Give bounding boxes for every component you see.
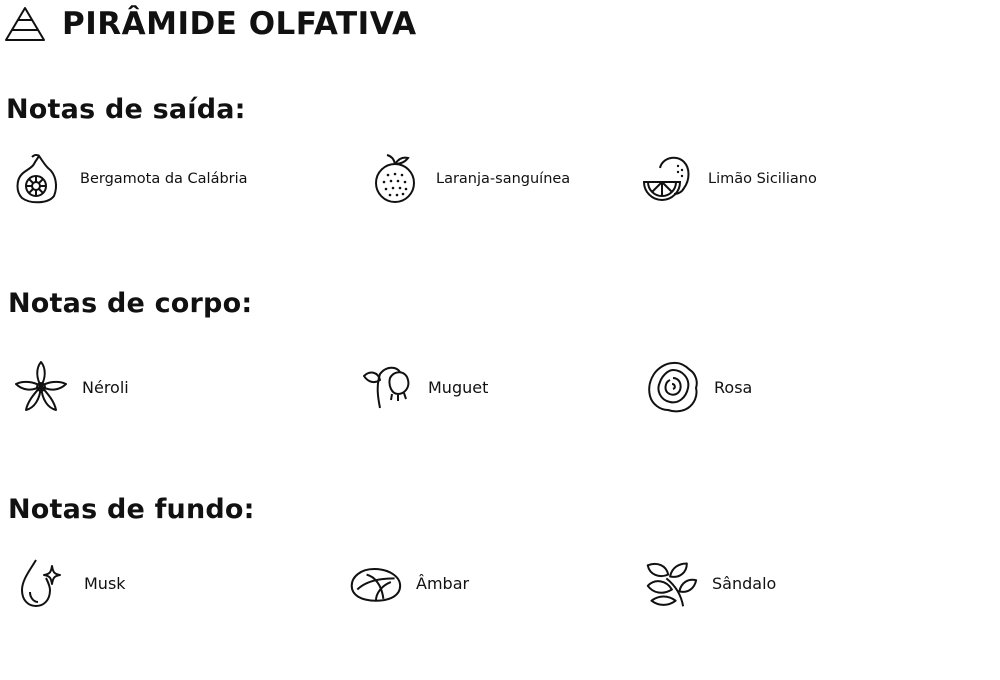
note-item-sandalwood (644, 556, 776, 610)
note-item-amber (348, 556, 469, 610)
note-label: Limão Siciliano (708, 171, 817, 187)
note-item-bergamot (12, 152, 248, 206)
note-label: Rosa (714, 377, 753, 397)
note-item-lemon (640, 152, 817, 206)
note-label: Âmbar (416, 573, 470, 593)
rose-icon (646, 360, 700, 414)
note-label: Bergamota da Calábria (80, 171, 248, 187)
note-item-neroli (14, 360, 129, 414)
pyramid-icon (4, 6, 46, 42)
neroli-flower-icon (14, 360, 68, 414)
note-label: Sândalo (712, 573, 777, 593)
section-title-base-notes: Notas de fundo: (8, 494, 255, 525)
note-label: Muguet (428, 377, 489, 397)
note-item-musk (16, 556, 126, 610)
note-item-blood-orange (368, 152, 570, 206)
page-title: PIRÂMIDE OLFATIVA (62, 6, 417, 42)
amber-stone-icon (348, 556, 402, 610)
note-label: Musk (84, 573, 126, 593)
section-title-heart-notes: Notas de corpo: (8, 288, 253, 319)
note-item-muguet (360, 360, 488, 414)
orange-icon (368, 152, 422, 206)
bergamot-icon (12, 152, 66, 206)
note-item-rose (646, 360, 752, 414)
note-label: Laranja-sanguínea (436, 171, 571, 187)
lemon-icon (640, 152, 694, 206)
note-label: Néroli (82, 377, 129, 397)
musk-drop-icon (16, 556, 70, 610)
muguet-flower-icon (360, 360, 414, 414)
section-title-top-notes: Notas de saída: (6, 94, 246, 125)
sandalwood-leaves-icon (644, 556, 698, 610)
page-header (4, 6, 417, 42)
